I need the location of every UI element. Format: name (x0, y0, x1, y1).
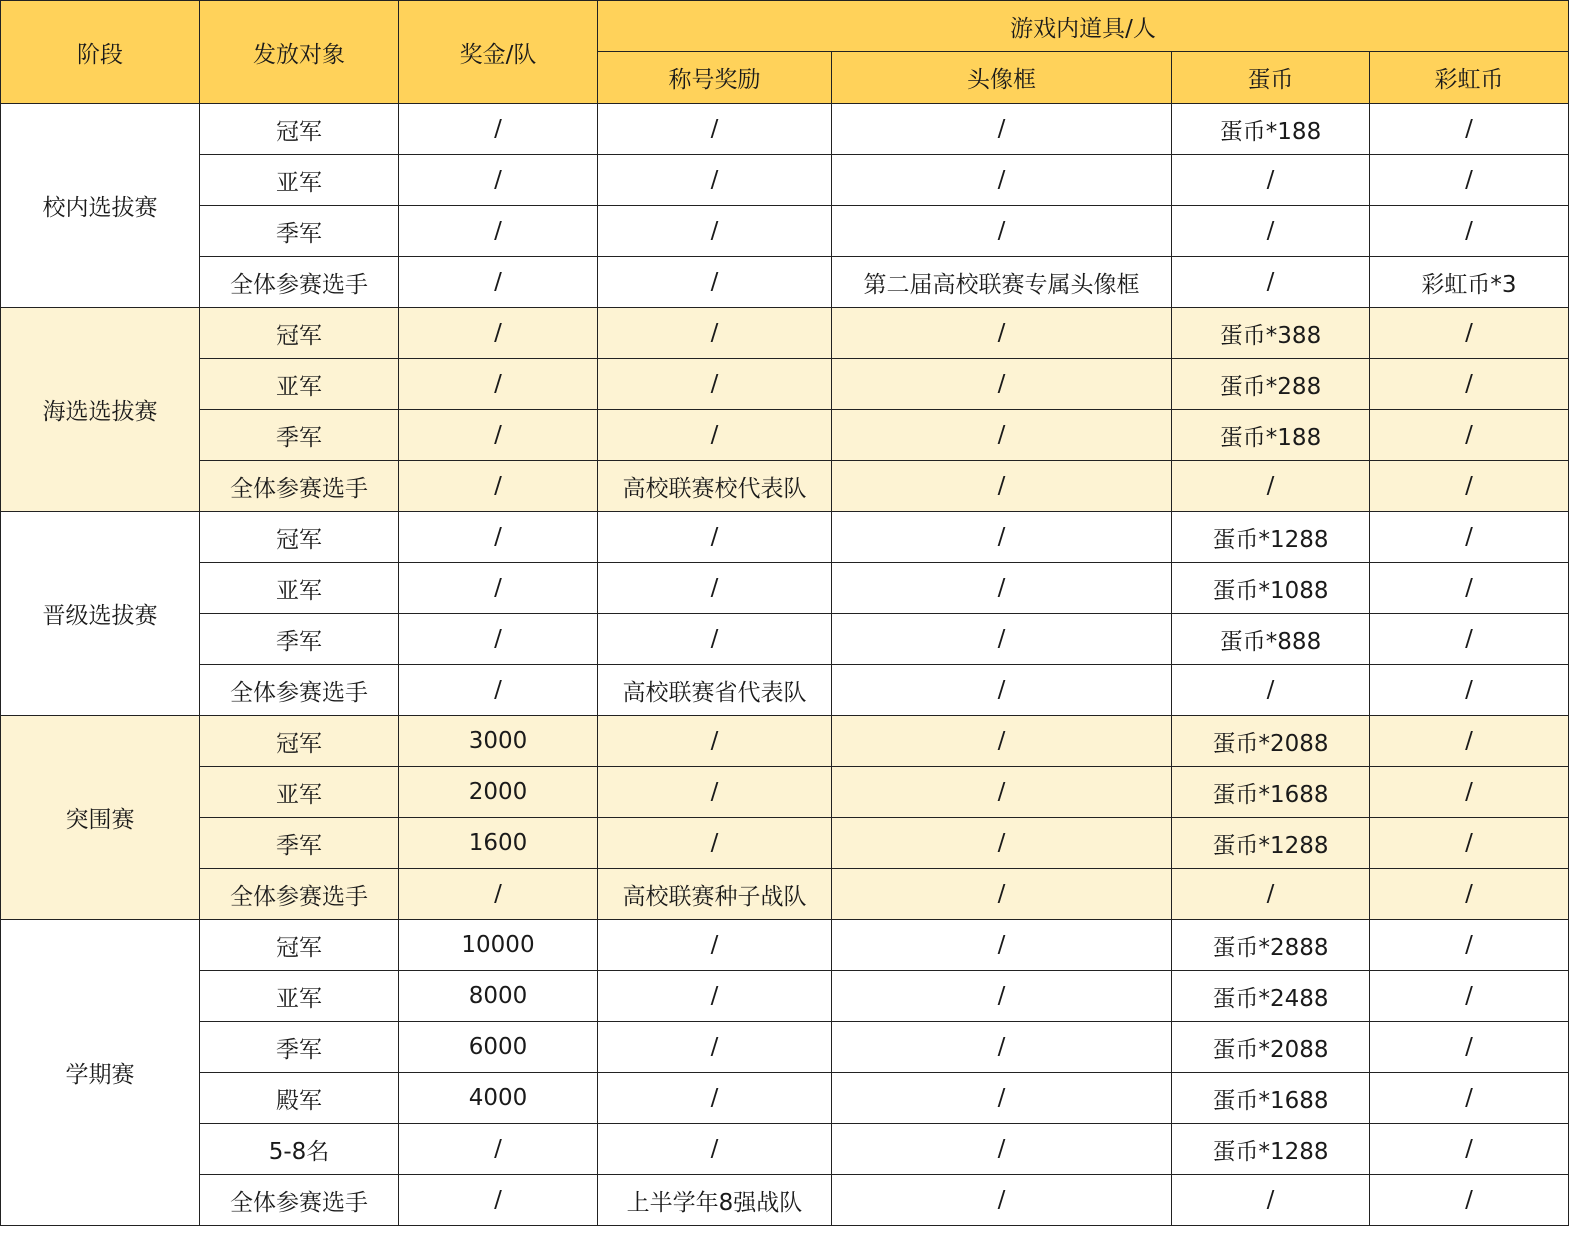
rainbow-coin-cell: / (1370, 512, 1569, 563)
table-row (1, 1073, 1569, 1124)
target-cell: 全体参赛选手 (200, 869, 399, 920)
egg-coin-cell: 蛋币*188 (1172, 104, 1370, 155)
title-reward-cell: / (598, 614, 832, 665)
prize-cell: / (399, 512, 598, 563)
title-reward-cell: / (598, 206, 832, 257)
prize-cell: / (399, 614, 598, 665)
table-header (1, 1, 1569, 104)
prize-cell: / (399, 308, 598, 359)
table-row (1, 512, 1569, 563)
table-row (1, 869, 1569, 920)
rainbow-coin-cell: / (1370, 614, 1569, 665)
egg-coin-cell: 蛋币*388 (1172, 308, 1370, 359)
avatar-frame-cell: / (832, 512, 1172, 563)
rainbow-coin-cell: / (1370, 767, 1569, 818)
egg-coin-cell: 蛋币*1688 (1172, 767, 1370, 818)
header-row-top (1, 1, 1569, 52)
target-cell: 全体参赛选手 (200, 461, 399, 512)
table-row (1, 155, 1569, 206)
title-reward-cell: / (598, 104, 832, 155)
table-row (1, 461, 1569, 512)
target-cell: 亚军 (200, 563, 399, 614)
prize-cell: / (399, 1175, 598, 1226)
title-reward-cell: / (598, 410, 832, 461)
egg-coin-cell: / (1172, 869, 1370, 920)
target-cell: 亚军 (200, 971, 399, 1022)
title-reward-cell: / (598, 359, 832, 410)
egg-coin-cell: 蛋币*288 (1172, 359, 1370, 410)
avatar-frame-cell: / (832, 614, 1172, 665)
target-cell: 冠军 (200, 716, 399, 767)
target-cell: 季军 (200, 410, 399, 461)
title-reward-cell: 高校联赛校代表队 (598, 461, 832, 512)
stage-cell: 海选选拔赛 (1, 308, 200, 512)
rainbow-coin-cell: 彩虹币*3 (1370, 257, 1569, 308)
title-reward-cell: / (598, 257, 832, 308)
table-row (1, 818, 1569, 869)
prize-cell: / (399, 869, 598, 920)
target-cell: 冠军 (200, 104, 399, 155)
prize-cell: 8000 (399, 971, 598, 1022)
target-cell: 殿军 (200, 1073, 399, 1124)
prize-cell: / (399, 206, 598, 257)
egg-coin-cell: / (1172, 257, 1370, 308)
header-target: 发放对象 (200, 1, 399, 104)
prize-cell: / (399, 1124, 598, 1175)
rainbow-coin-cell: / (1370, 410, 1569, 461)
header-title-reward: 称号奖励 (598, 52, 832, 104)
table-row (1, 1175, 1569, 1226)
title-reward-cell: 上半学年8强战队 (598, 1175, 832, 1226)
title-reward-cell: / (598, 716, 832, 767)
rainbow-coin-cell: / (1370, 920, 1569, 971)
egg-coin-cell: 蛋币*1688 (1172, 1073, 1370, 1124)
egg-coin-cell: / (1172, 1175, 1370, 1226)
table-row (1, 308, 1569, 359)
rainbow-coin-cell: / (1370, 971, 1569, 1022)
rainbow-coin-cell: / (1370, 1124, 1569, 1175)
rainbow-coin-cell: / (1370, 1175, 1569, 1226)
table-row (1, 716, 1569, 767)
prize-cell: / (399, 359, 598, 410)
rainbow-coin-cell: / (1370, 308, 1569, 359)
egg-coin-cell: / (1172, 665, 1370, 716)
avatar-frame-cell: / (832, 359, 1172, 410)
avatar-frame-cell: / (832, 971, 1172, 1022)
egg-coin-cell: / (1172, 155, 1370, 206)
stage-cell: 学期赛 (1, 920, 200, 1226)
prize-cell: / (399, 665, 598, 716)
target-cell: 全体参赛选手 (200, 1175, 399, 1226)
table-row (1, 971, 1569, 1022)
table-row (1, 1124, 1569, 1175)
header-prize: 奖金/队 (399, 1, 598, 104)
table-row (1, 206, 1569, 257)
avatar-frame-cell: / (832, 308, 1172, 359)
prize-cell: 10000 (399, 920, 598, 971)
avatar-frame-cell: / (832, 818, 1172, 869)
header-avatar-frame: 头像框 (832, 52, 1172, 104)
rainbow-coin-cell: / (1370, 869, 1569, 920)
target-cell: 季军 (200, 614, 399, 665)
egg-coin-cell: 蛋币*1288 (1172, 818, 1370, 869)
target-cell: 季军 (200, 1022, 399, 1073)
title-reward-cell: / (598, 1022, 832, 1073)
target-cell: 冠军 (200, 920, 399, 971)
egg-coin-cell: 蛋币*1288 (1172, 1124, 1370, 1175)
avatar-frame-cell: / (832, 1022, 1172, 1073)
avatar-frame-cell: / (832, 461, 1172, 512)
rainbow-coin-cell: / (1370, 716, 1569, 767)
rainbow-coin-cell: / (1370, 206, 1569, 257)
target-cell: 5-8名 (200, 1124, 399, 1175)
avatar-frame-cell: / (832, 767, 1172, 818)
header-ingame-items: 游戏内道具/人 (598, 1, 1569, 52)
target-cell: 季军 (200, 206, 399, 257)
prize-cell: 3000 (399, 716, 598, 767)
title-reward-cell: 高校联赛种子战队 (598, 869, 832, 920)
rainbow-coin-cell: / (1370, 1073, 1569, 1124)
title-reward-cell: / (598, 308, 832, 359)
table-row (1, 563, 1569, 614)
title-reward-cell: / (598, 767, 832, 818)
prize-cell: 1600 (399, 818, 598, 869)
table-row (1, 1022, 1569, 1073)
rainbow-coin-cell: / (1370, 104, 1569, 155)
egg-coin-cell: / (1172, 461, 1370, 512)
target-cell: 亚军 (200, 155, 399, 206)
prize-cell: / (399, 563, 598, 614)
prize-cell: 2000 (399, 767, 598, 818)
prize-cell: / (399, 461, 598, 512)
avatar-frame-cell: / (832, 665, 1172, 716)
egg-coin-cell: 蛋币*2088 (1172, 1022, 1370, 1073)
egg-coin-cell: 蛋币*2088 (1172, 716, 1370, 767)
avatar-frame-cell: / (832, 1175, 1172, 1226)
avatar-frame-cell: / (832, 920, 1172, 971)
avatar-frame-cell: / (832, 1073, 1172, 1124)
stage-cell: 晋级选拔赛 (1, 512, 200, 716)
egg-coin-cell: 蛋币*2888 (1172, 920, 1370, 971)
avatar-frame-cell: / (832, 716, 1172, 767)
table-row (1, 614, 1569, 665)
prize-cell: 4000 (399, 1073, 598, 1124)
avatar-frame-cell: / (832, 206, 1172, 257)
rainbow-coin-cell: / (1370, 155, 1569, 206)
table-row (1, 257, 1569, 308)
table-body (1, 104, 1569, 1226)
avatar-frame-cell: / (832, 410, 1172, 461)
prize-cell: / (399, 257, 598, 308)
egg-coin-cell: 蛋币*1288 (1172, 512, 1370, 563)
table-row (1, 359, 1569, 410)
prize-cell: / (399, 104, 598, 155)
table-row (1, 104, 1569, 155)
avatar-frame-cell: / (832, 1124, 1172, 1175)
rainbow-coin-cell: / (1370, 461, 1569, 512)
egg-coin-cell: 蛋币*2488 (1172, 971, 1370, 1022)
egg-coin-cell: 蛋币*888 (1172, 614, 1370, 665)
target-cell: 全体参赛选手 (200, 257, 399, 308)
header-egg-coin: 蛋币 (1172, 52, 1370, 104)
header-rainbow-coin: 彩虹币 (1370, 52, 1569, 104)
prize-cell: / (399, 155, 598, 206)
title-reward-cell: / (598, 1124, 832, 1175)
avatar-frame-cell: / (832, 155, 1172, 206)
target-cell: 冠军 (200, 308, 399, 359)
avatar-frame-cell: 第二届高校联赛专属头像框 (832, 257, 1172, 308)
rainbow-coin-cell: / (1370, 1022, 1569, 1073)
title-reward-cell: / (598, 971, 832, 1022)
rainbow-coin-cell: / (1370, 359, 1569, 410)
egg-coin-cell: 蛋币*188 (1172, 410, 1370, 461)
avatar-frame-cell: / (832, 563, 1172, 614)
stage-cell: 校内选拔赛 (1, 104, 200, 308)
target-cell: 冠军 (200, 512, 399, 563)
prize-cell: / (399, 410, 598, 461)
avatar-frame-cell: / (832, 869, 1172, 920)
prize-cell: 6000 (399, 1022, 598, 1073)
table-row (1, 767, 1569, 818)
target-cell: 全体参赛选手 (200, 665, 399, 716)
title-reward-cell: 高校联赛省代表队 (598, 665, 832, 716)
title-reward-cell: / (598, 1073, 832, 1124)
avatar-frame-cell: / (832, 104, 1172, 155)
table-row (1, 410, 1569, 461)
stage-cell: 突围赛 (1, 716, 200, 920)
title-reward-cell: / (598, 512, 832, 563)
title-reward-cell: / (598, 563, 832, 614)
target-cell: 季军 (200, 818, 399, 869)
egg-coin-cell: 蛋币*1088 (1172, 563, 1370, 614)
header-stage: 阶段 (1, 1, 200, 104)
table-row (1, 665, 1569, 716)
table-row (1, 920, 1569, 971)
target-cell: 亚军 (200, 359, 399, 410)
title-reward-cell: / (598, 818, 832, 869)
title-reward-cell: / (598, 155, 832, 206)
rainbow-coin-cell: / (1370, 563, 1569, 614)
rainbow-coin-cell: / (1370, 665, 1569, 716)
egg-coin-cell: / (1172, 206, 1370, 257)
target-cell: 亚军 (200, 767, 399, 818)
title-reward-cell: / (598, 920, 832, 971)
rainbow-coin-cell: / (1370, 818, 1569, 869)
